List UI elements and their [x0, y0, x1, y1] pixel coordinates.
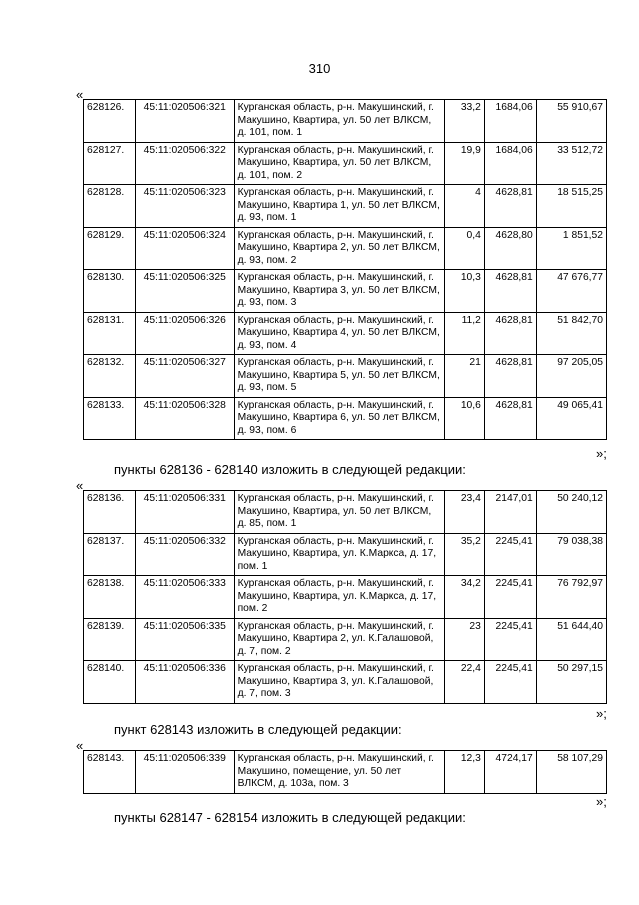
cadastral-number-cell: 45:11:020506:333: [135, 576, 234, 619]
price-cell: 2147,01: [484, 491, 536, 534]
price-cell: 4628,81: [484, 270, 536, 313]
closing-quote: »;: [596, 446, 607, 461]
registry-table: [83, 750, 607, 794]
cadastral-number-cell: 45:11:020506:332: [135, 533, 234, 576]
table-row: [84, 618, 607, 661]
area-cell: 21: [445, 355, 485, 398]
row-number-cell: 628140.: [84, 661, 136, 704]
row-number-cell: 628131.: [84, 312, 136, 355]
area-cell: 11,2: [445, 312, 485, 355]
cadastral-number-cell: 45:11:020506:336: [135, 661, 234, 704]
page-number: 310: [308, 61, 331, 76]
price-cell: 4628,80: [484, 227, 536, 270]
amendment-paragraph: пункты 628136 - 628140 изложить в следующей редакции:: [114, 462, 466, 477]
table-row: [84, 227, 607, 270]
address-cell: Курганская область, р-н. Макушинский, г. Макушино, Квартира 6, ул. 50 лет ВЛКСМ, д. 93, пом. 6: [234, 397, 445, 440]
cadastral-number-cell: 45:11:020506:323: [135, 185, 234, 228]
price-cell: 4628,81: [484, 355, 536, 398]
row-number-cell: 628139.: [84, 618, 136, 661]
price-cell: 4628,81: [484, 312, 536, 355]
cadastral-value-cell: 47 676,77: [536, 270, 606, 313]
opening-quote: «: [76, 87, 84, 102]
address-cell: Курганская область, р-н. Макушинский, г. Макушино, Квартира, ул. 50 лет ВЛКСМ, д. 85, пом. 1: [234, 491, 445, 534]
area-cell: 33,2: [445, 100, 485, 143]
cadastral-value-cell: 49 065,41: [536, 397, 606, 440]
area-cell: 23,4: [445, 491, 485, 534]
cadastral-value-cell: 50 297,15: [536, 661, 606, 704]
closing-quote: »;: [596, 794, 607, 809]
cadastral-value-cell: 79 038,38: [536, 533, 606, 576]
table-row: [84, 355, 607, 398]
cadastral-number-cell: 45:11:020506:339: [135, 751, 234, 794]
row-number-cell: 628138.: [84, 576, 136, 619]
table-row: [84, 533, 607, 576]
area-cell: 22,4: [445, 661, 485, 704]
cadastral-value-cell: 51 842,70: [536, 312, 606, 355]
table-row: [84, 270, 607, 313]
price-cell: 2245,41: [484, 661, 536, 704]
address-cell: Курганская область, р-н. Макушинский, г. Макушино, Квартира, ул. 50 лет ВЛКСМ, д. 101, пом. 1: [234, 100, 445, 143]
address-cell: Курганская область, р-н. Макушинский, г. Макушино, Квартира, ул. К.Маркса, д. 17, пом. 1: [234, 533, 445, 576]
area-cell: 23: [445, 618, 485, 661]
address-cell: Курганская область, р-н. Макушинский, г. Макушино, Квартира 2, ул. 50 лет ВЛКСМ, д. 93, пом. 2: [234, 227, 445, 270]
price-cell: 1684,06: [484, 100, 536, 143]
cadastral-value-cell: 50 240,12: [536, 491, 606, 534]
cadastral-number-cell: 45:11:020506:335: [135, 618, 234, 661]
address-cell: Курганская область, р-н. Макушинский, г. Макушино, Квартира 5, ул. 50 лет ВЛКСМ, д. 93, пом. 5: [234, 355, 445, 398]
price-cell: 4724,17: [484, 751, 536, 794]
cadastral-value-cell: 51 644,40: [536, 618, 606, 661]
cadastral-number-cell: 45:11:020506:324: [135, 227, 234, 270]
area-cell: 4: [445, 185, 485, 228]
cadastral-value-cell: 33 512,72: [536, 142, 606, 185]
amendment-paragraph: пункты 628147 - 628154 изложить в следующей редакции:: [114, 810, 466, 825]
row-number-cell: 628143.: [84, 751, 136, 794]
cadastral-number-cell: 45:11:020506:328: [135, 397, 234, 440]
area-cell: 10,3: [445, 270, 485, 313]
row-number-cell: 628128.: [84, 185, 136, 228]
table-row: [84, 185, 607, 228]
registry-table: [83, 490, 607, 704]
address-cell: Курганская область, р-н. Макушинский, г. Макушино, помещение, ул. 50 лет ВЛКСМ, д. 103а, пом. 3: [234, 751, 445, 794]
area-cell: 0,4: [445, 227, 485, 270]
area-cell: 12,3: [445, 751, 485, 794]
table-row: [84, 397, 607, 440]
address-cell: Курганская область, р-н. Макушинский, г. Макушино, Квартира 2, ул. К.Галашовой, д. 7, пом. 2: [234, 618, 445, 661]
area-cell: 19,9: [445, 142, 485, 185]
price-cell: 4628,81: [484, 397, 536, 440]
cadastral-number-cell: 45:11:020506:325: [135, 270, 234, 313]
cadastral-value-cell: 18 515,25: [536, 185, 606, 228]
row-number-cell: 628126.: [84, 100, 136, 143]
area-cell: 34,2: [445, 576, 485, 619]
table-row: [84, 142, 607, 185]
cadastral-value-cell: 1 851,52: [536, 227, 606, 270]
cadastral-number-cell: 45:11:020506:331: [135, 491, 234, 534]
cadastral-number-cell: 45:11:020506:321: [135, 100, 234, 143]
table-row: [84, 661, 607, 704]
address-cell: Курганская область, р-н. Макушинский, г. Макушино, Квартира 3, ул. К.Галашовой, д. 7, пом. 3: [234, 661, 445, 704]
amendment-paragraph: пункт 628143 изложить в следующей редакции:: [114, 722, 402, 737]
row-number-cell: 628137.: [84, 533, 136, 576]
table-row: [84, 751, 607, 794]
row-number-cell: 628129.: [84, 227, 136, 270]
price-cell: 2245,41: [484, 576, 536, 619]
cadastral-value-cell: 58 107,29: [536, 751, 606, 794]
address-cell: Курганская область, р-н. Макушинский, г. Макушино, Квартира 4, ул. 50 лет ВЛКСМ, д. 93, пом. 4: [234, 312, 445, 355]
cadastral-number-cell: 45:11:020506:327: [135, 355, 234, 398]
cadastral-value-cell: 97 205,05: [536, 355, 606, 398]
address-cell: Курганская область, р-н. Макушинский, г. Макушино, Квартира, ул. 50 лет ВЛКСМ, д. 101, пом. 2: [234, 142, 445, 185]
price-cell: 1684,06: [484, 142, 536, 185]
table-row: [84, 576, 607, 619]
address-cell: Курганская область, р-н. Макушинский, г. Макушино, Квартира 1, ул. 50 лет ВЛКСМ, д. 93, пом. 1: [234, 185, 445, 228]
area-cell: 10,6: [445, 397, 485, 440]
registry-table: [83, 99, 607, 440]
cadastral-number-cell: 45:11:020506:322: [135, 142, 234, 185]
row-number-cell: 628136.: [84, 491, 136, 534]
price-cell: 4628,81: [484, 185, 536, 228]
row-number-cell: 628127.: [84, 142, 136, 185]
row-number-cell: 628130.: [84, 270, 136, 313]
area-cell: 35,2: [445, 533, 485, 576]
address-cell: Курганская область, р-н. Макушинский, г. Макушино, Квартира 3, ул. 50 лет ВЛКСМ, д. 93, пом. 3: [234, 270, 445, 313]
table-row: [84, 100, 607, 143]
cadastral-number-cell: 45:11:020506:326: [135, 312, 234, 355]
table-row: [84, 312, 607, 355]
price-cell: 2245,41: [484, 618, 536, 661]
address-cell: Курганская область, р-н. Макушинский, г. Макушино, Квартира, ул. К.Маркса, д. 17, пом. 2: [234, 576, 445, 619]
cadastral-value-cell: 55 910,67: [536, 100, 606, 143]
cadastral-value-cell: 76 792,97: [536, 576, 606, 619]
table-row: [84, 491, 607, 534]
opening-quote: «: [76, 738, 84, 753]
closing-quote: »;: [596, 706, 607, 721]
opening-quote: «: [76, 478, 84, 493]
row-number-cell: 628132.: [84, 355, 136, 398]
price-cell: 2245,41: [484, 533, 536, 576]
row-number-cell: 628133.: [84, 397, 136, 440]
